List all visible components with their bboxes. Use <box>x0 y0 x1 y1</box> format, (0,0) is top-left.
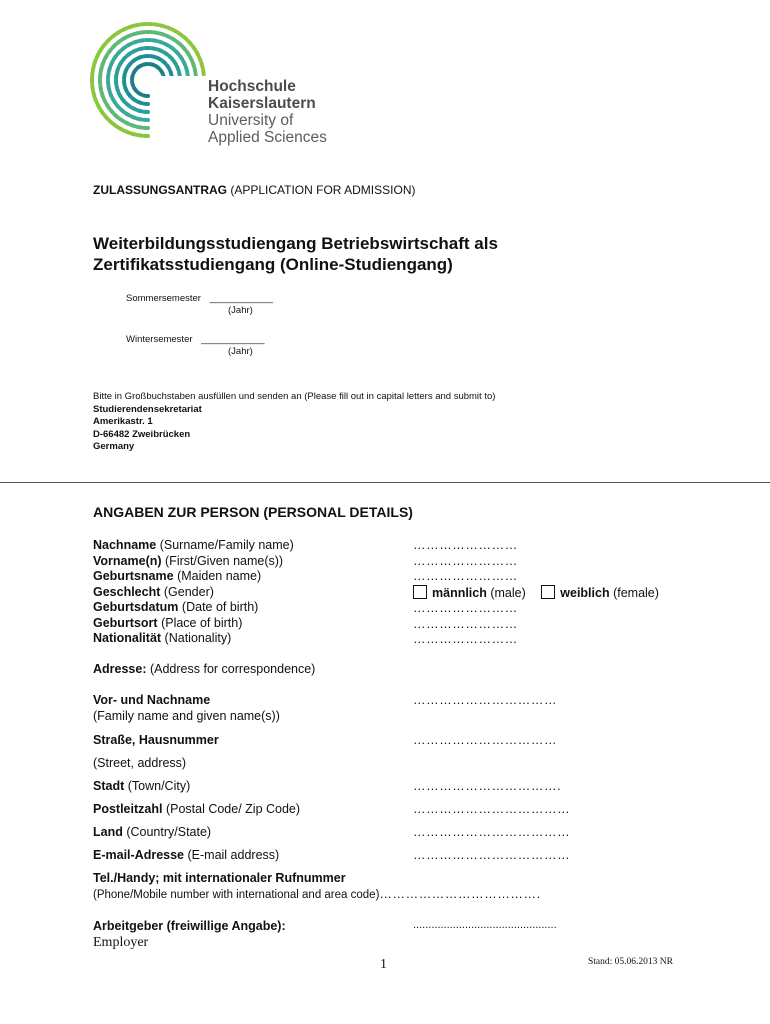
winter-year-hint: (Jahr) <box>228 346 253 357</box>
street-label-en: (Street, address) <box>93 756 187 770</box>
surname-input[interactable]: …………………… <box>413 538 518 552</box>
field-surname: Nachname (Surname/Family name) <box>93 538 294 552</box>
field-gender: Geschlecht (Gender) <box>93 584 214 599</box>
field-birth-date: Geburtsdatum (Date of birth) <box>93 600 259 614</box>
summer-year-hint: (Jahr) <box>228 305 253 316</box>
summer-semester-field[interactable]: ____________ <box>209 293 274 304</box>
zip-input[interactable]: ……………………………… <box>413 802 571 816</box>
field-nationality: Nationalität (Nationality) <box>93 631 232 645</box>
revision-stamp: Stand: 05.06.2013 NR <box>588 957 673 967</box>
logo-line-2: Kaiserslautern <box>208 95 316 112</box>
field-given-name: Vorname(n) (First/Given name(s)) <box>93 553 284 568</box>
winter-semester-label: Wintersemester <box>126 334 193 345</box>
city-input[interactable]: ……………………………. <box>413 779 562 793</box>
birth-date-input[interactable]: …………………… <box>413 601 518 615</box>
page-number: 1 <box>380 957 387 972</box>
winter-semester-field[interactable]: ____________ <box>201 334 265 345</box>
male-label-en: (male) <box>490 585 526 600</box>
address-line-2: Amerikastr. 1 <box>93 416 153 427</box>
full-name-label-en: (Family name and given name(s)) <box>93 709 280 723</box>
program-title-line-2: Zertifikatsstudiengang (Online-Studiengang) <box>93 255 453 274</box>
form-title-en: (APPLICATION FOR ADMISSION) <box>230 183 416 197</box>
male-label: männlich <box>432 585 487 600</box>
personal-fields-labels <box>93 538 294 647</box>
program-title <box>93 233 653 275</box>
program-title-line-1: Weiterbildungsstudiengang Betriebswirtschaft als <box>93 234 498 253</box>
phone-input[interactable]: ………………………………. <box>379 887 541 901</box>
winter-semester-row <box>126 334 265 345</box>
address-line-4: Germany <box>93 441 135 452</box>
city-label: Stadt (Town/City) <box>93 779 191 793</box>
address-heading: Adresse: (Address for correspondence) <box>93 662 316 676</box>
country-input[interactable]: ……………………………… <box>413 825 571 839</box>
zip-label: Postleitzahl (Postal Code/ Zip Code) <box>93 802 301 816</box>
phone-label-en: (Phone/Mobile number with international and area code)………………………………. <box>93 887 541 901</box>
field-maiden-name: Geburtsname (Maiden name) <box>93 569 262 583</box>
university-logo <box>86 18 226 150</box>
employer-label: Arbeitgeber (freiwillige Angabe): <box>93 919 286 933</box>
address-line-3: D-66482 Zweibrücken <box>93 428 191 440</box>
street-label: Straße, Hausnummer <box>93 733 219 747</box>
form-title: ZULASSUNGSANTRAG <box>93 183 227 197</box>
personal-details-heading: ANGABEN ZUR PERSON (PERSONAL DETAILS) <box>93 504 413 520</box>
gender-options <box>413 585 659 602</box>
full-name-input[interactable]: …………………………… <box>413 693 558 707</box>
employer-label-en: Employer <box>93 935 149 950</box>
nationality-input[interactable]: …………………… <box>413 632 518 646</box>
full-name-label: Vor- und Nachname <box>93 693 211 707</box>
section-divider <box>0 482 770 483</box>
instruction-text: Bitte in Großbuchstaben ausfüllen und senden an (Please fill out in capital letters and submit to) <box>93 391 496 402</box>
logo-line-4: Applied Sciences <box>208 129 327 146</box>
logo-wordmark <box>208 78 327 146</box>
female-label: weiblich <box>560 585 610 600</box>
personal-fields-values <box>413 538 659 648</box>
address-line-1: Studierendensekretariat <box>93 403 202 415</box>
form-header <box>93 183 415 197</box>
employer-input[interactable]: ............................................... <box>413 919 557 931</box>
birth-place-input[interactable]: …………………… <box>413 616 518 631</box>
field-birth-place: Geburtsort (Place of birth) <box>93 615 243 630</box>
maiden-name-input[interactable]: …………………… <box>413 569 518 583</box>
email-label: E-mail-Adresse (E-mail address) <box>93 848 280 862</box>
summer-semester-label: Sommersemester <box>126 293 201 304</box>
phone-label: Tel./Handy; mit internationaler Rufnummer <box>93 871 346 885</box>
street-input[interactable]: …………………………… <box>413 733 558 747</box>
country-label: Land (Country/State) <box>93 825 212 839</box>
summer-semester-row <box>126 293 273 304</box>
logo-line-1: Hochschule <box>208 78 296 95</box>
logo-line-3: University of <box>208 112 294 129</box>
submission-instructions <box>93 391 495 454</box>
male-checkbox[interactable] <box>413 585 427 599</box>
given-name-input[interactable]: …………………… <box>413 553 518 568</box>
email-input[interactable]: ……………………………… <box>413 848 571 862</box>
female-label-en: (female) <box>613 585 659 600</box>
female-checkbox[interactable] <box>541 585 555 599</box>
